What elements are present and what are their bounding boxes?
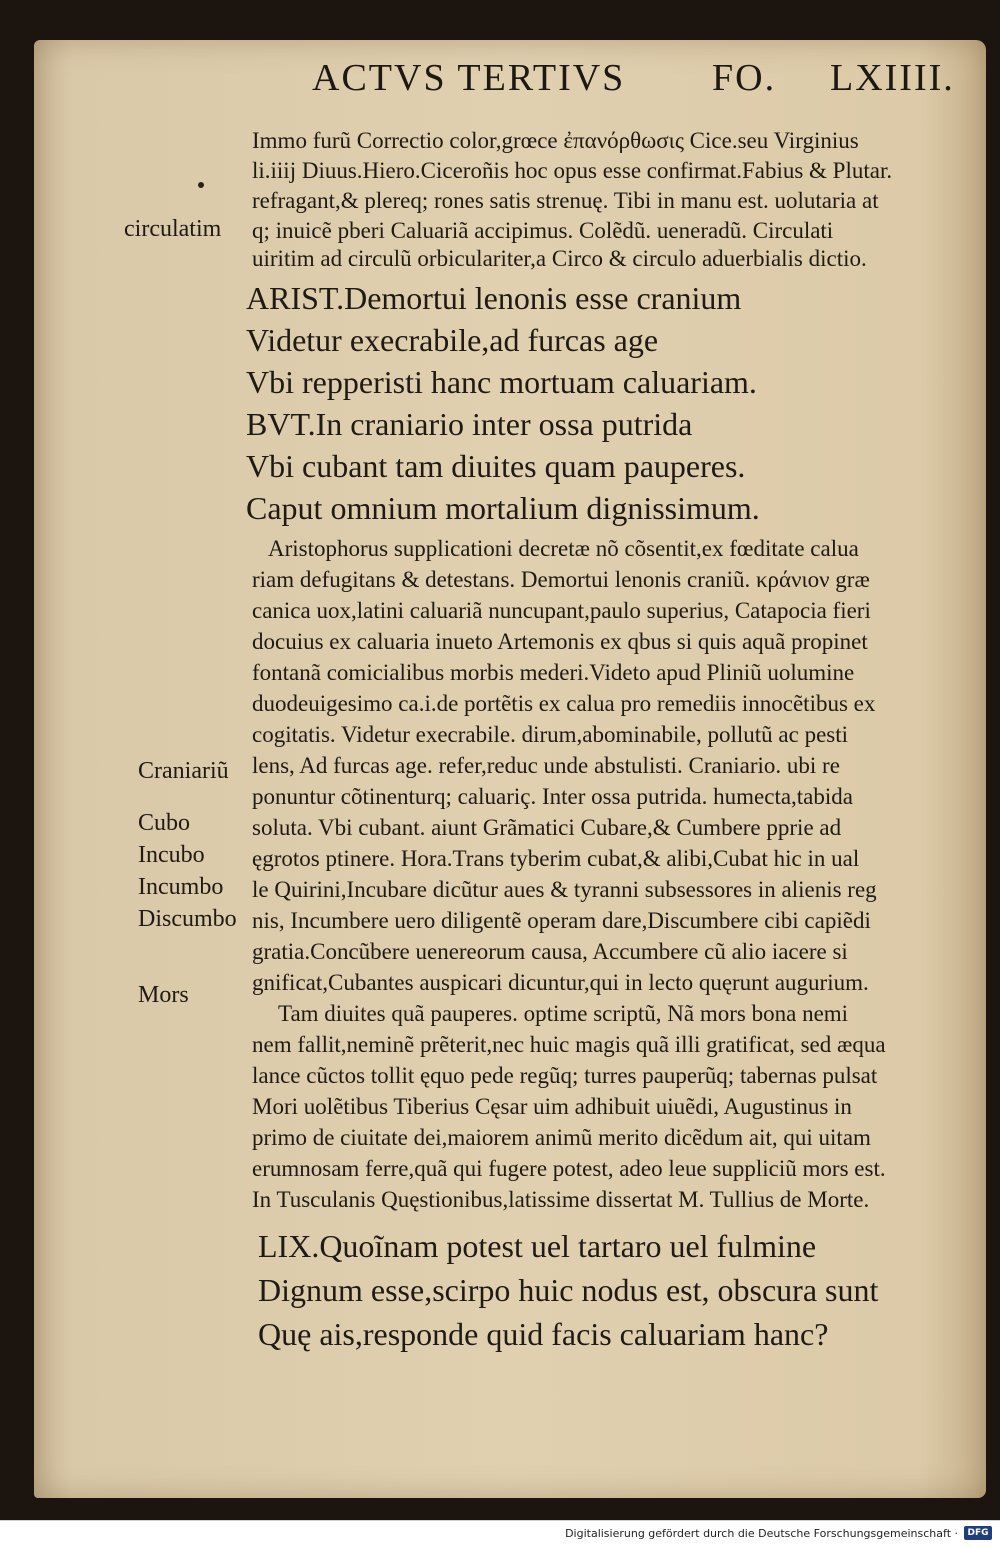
commentary-line: canica uox,latini caluariã nuncupant,paulo superius, Catapocia fieri xyxy=(252,598,871,623)
footer-bar xyxy=(0,1520,1000,1549)
commentary-line: gratia.Concũbere uenereorum causa, Accumbere cũ alio iacere si xyxy=(252,939,848,964)
commentary-line: erumnosam ferre,quã qui fugere potest, adeo leue suppliciũ mors est. xyxy=(252,1156,886,1181)
commentary-line: q; inuicẽ pberi Caluariã accipimus. Colẽdũ. ueneradũ. Circulati xyxy=(252,218,834,243)
commentary-line: In Tusculanis Quęstionibus,latissime dissertat M. Tullius de Morte. xyxy=(252,1187,870,1212)
verse-line: Vbi repperisti hanc mortuam caluariam. xyxy=(246,364,757,400)
commentary-line: cogitatis. Videtur execrabile. dirum,abominabile, pollutũ ac pesti xyxy=(252,722,849,747)
commentary-line: refragant,& plereq; rones satis strenuę. Tibi in manu est. uolutaria at xyxy=(252,188,879,213)
marginal-note-circulatim: circulatim xyxy=(124,216,222,242)
commentary-line: le Quirini,Incubare dicũtur aues & tyranni subsessores in alienis reg xyxy=(252,877,877,902)
dfg-logo: DFG xyxy=(964,1526,992,1540)
commentary-line: Tam diuites quã pauperes. optime scriptũ, Nã mors bona nemi xyxy=(278,1001,849,1026)
commentary-line: lance cũctos tollit ęquo pede regũq; turres pauperũq; tabernas pulsat xyxy=(252,1063,878,1088)
footer-credit: Digitalisierung gefördert durch die Deutsche Forschungsgemeinschaft · xyxy=(565,1527,958,1540)
running-head-title: ACTVS TERTIVS xyxy=(312,57,626,99)
commentary-line: docuius ex caluaria inueto Artemonis ex qbus si quis aquã propinet xyxy=(252,629,868,654)
commentary-line: lens, Ad furcas age. refer,reduc unde abstulisti. Craniario. ubi re xyxy=(252,753,840,778)
commentary-line: fontanã comicialibus morbis mederi.Videto apud Pliniũ uolumine xyxy=(252,660,855,685)
verse-line: LIX.Quoĩnam potest uel tartaro uel fulmine xyxy=(258,1228,817,1264)
commentary-line: gnificat,Cubantes auspicari dicuntur,qui in lecto quęrunt augurium. xyxy=(252,970,869,995)
commentary-line: li.iiij Diuus.Hiero.Ciceroñis hoc opus esse confirmat.Fabius & Plutar. xyxy=(252,158,893,183)
commentary-line: riam defugitans & detestans. Demortui lenonis craniũ. κράνιον græ xyxy=(252,567,870,592)
verse-line: Quę ais,responde quid facis caluariam hanc? xyxy=(258,1316,829,1352)
marginal-note-incubo: Incubo xyxy=(138,842,205,868)
commentary-line: nis, Incumbere uero diligentẽ operam dare,Discumbere cibi capiẽdi xyxy=(252,908,871,933)
marginal-note-cubo: Cubo xyxy=(138,810,191,836)
commentary-line: Mori uolẽtibus Tiberius Cęsar uim adhibuit uiuẽdi, Augustinus in xyxy=(252,1094,852,1119)
verse-line: BVT.In craniario inter ossa putrida xyxy=(246,406,693,442)
commentary-line: duodeuigesimo ca.i.de portẽtis ex calua pro remediis innocẽtibus ex xyxy=(252,691,876,716)
commentary-line: Aristophorus supplicationi decretæ nõ cõsentit,ex fœditate calua xyxy=(268,536,859,561)
verse-line: Dignum esse,scirpo huic nodus est, obscura sunt xyxy=(258,1272,879,1308)
margin-bullet xyxy=(198,182,204,188)
commentary-line: uiritim ad circulũ orbiculariter,a Circo & circulo aduerbialis dictio. xyxy=(252,246,867,271)
verse-line: Caput omnium mortalium dignissimum. xyxy=(246,490,760,526)
verse-line: Vbi cubant tam diuites quam pauperes. xyxy=(246,448,746,484)
verse-line: ARIST.Demortui lenonis esse cranium xyxy=(246,280,742,316)
folio-number: LXIIII. xyxy=(830,57,955,99)
marginal-note-discumbo: Discumbo xyxy=(138,906,237,932)
running-head-fo: FO. xyxy=(712,57,777,99)
commentary-line: nem fallit,neminẽ prẽterit,nec huic magis quã illi gratificat, sed æqua xyxy=(252,1032,886,1057)
marginal-note-mors: Mors xyxy=(138,982,189,1008)
running-head xyxy=(300,56,960,112)
verse-line: Videtur execrabile,ad furcas age xyxy=(246,322,659,358)
marginal-note-craniarium: Craniariũ xyxy=(138,758,229,784)
marginal-note-incumbo: Incumbo xyxy=(138,874,224,900)
commentary-line: soluta. Vbi cubant. aiunt Grãmatici Cubare,& Cumbere pprie ad xyxy=(252,815,842,840)
commentary-line: ęgrotos ptinere. Hora.Trans tyberim cubat,& alibi,Cubat hic in ual xyxy=(252,846,860,871)
commentary-line: primo de ciuitate dei,maiorem animũ merito dicẽdum ait, qui uitam xyxy=(252,1125,871,1150)
commentary-line: Immo furũ Correctio color,grœce ἐπανόρθωσις Cice.seu Virginius xyxy=(252,128,859,153)
commentary-line: ponuntur cõtinenturq; caluariç. Inter ossa putrida. humecta,tabida xyxy=(252,784,853,809)
